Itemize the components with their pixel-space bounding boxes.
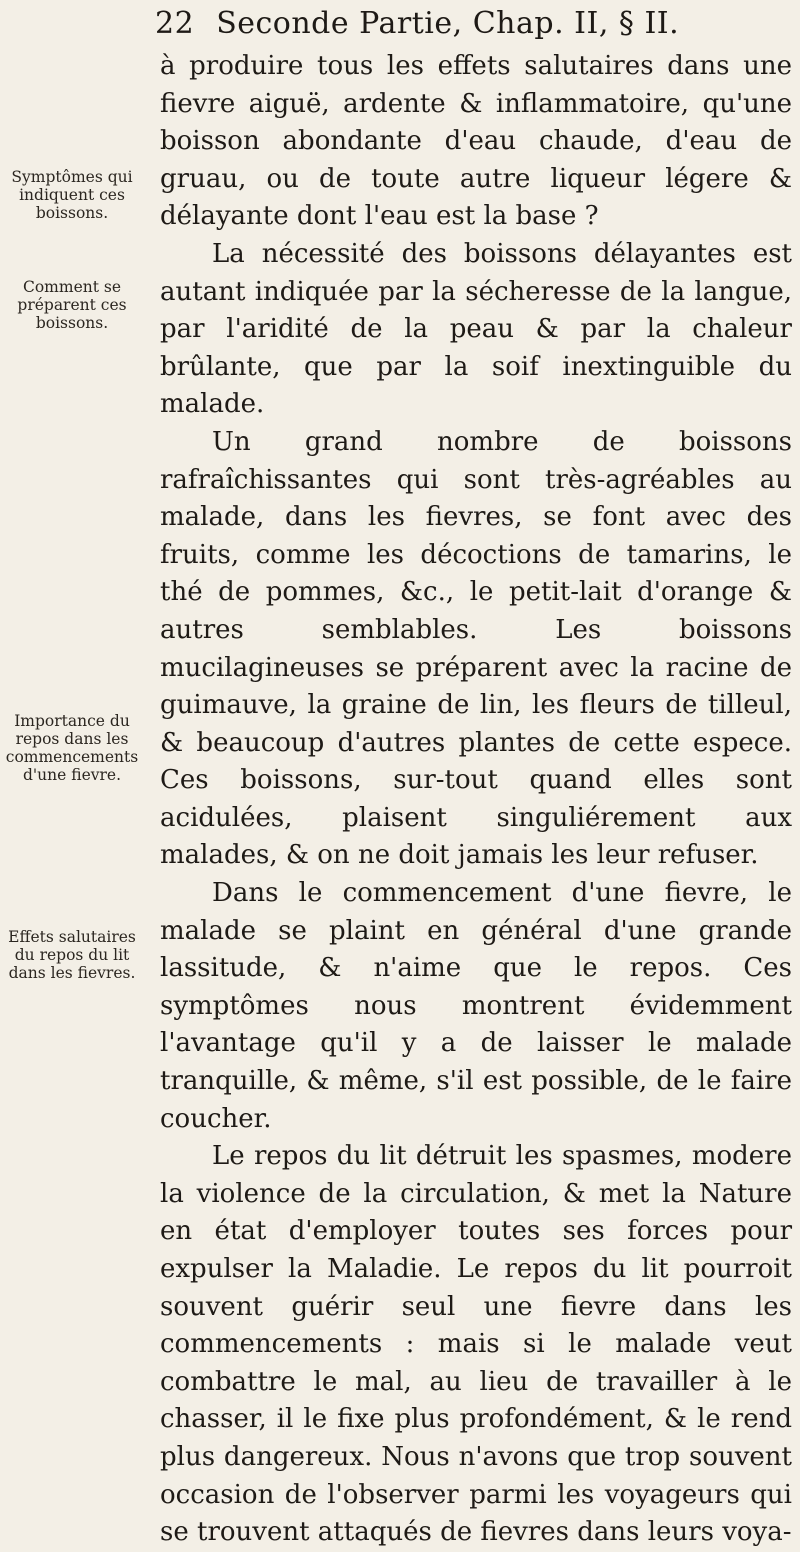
paragraph-4: Dans le commencement d'une fievre, le malade se plaint en général d'une grande lassitude, & n'aime que le repos. Ces symptômes nous montrent évidemment l'avantage qu'il y a de laisser le malade tranquille, & même, s'il est possible, de le faire coucher. <box>160 878 792 1134</box>
margin-note-preparation: Comment se préparent ces boissons. <box>17 278 127 332</box>
margin-note-bed-rest-effects: Effets salutaires du repos du lit dans les fievres. <box>8 928 136 982</box>
running-header <box>155 6 755 41</box>
margin-note-symptoms: Symptômes qui indiquent ces boissons. <box>11 168 133 222</box>
body-text <box>160 48 792 1552</box>
page-number: 22 <box>155 6 195 41</box>
paragraph-5: Le repos du lit détruit les spasmes, modere la violence de la circulation, & met la Nature en état d'employer toutes ses forces pour expulser la Maladie. Le repos du lit pourroit souvent guérir seul une fievre dans les commencements : mais si le malade veut combattre le mal, au lieu de travailler à le chasser, il le fixe plus profondément, & le rend plus dangereux. Nous n'avons que trop souvent occasion de l'observer parmi les voyageurs qui se trouvent attaqués de fievres dans leurs voya- <box>160 1141 792 1548</box>
margin-note-rest-importance: Importance du repos dans les commencements d'une fievre. <box>5 712 139 784</box>
paragraph-1: à produire tous les effets salutaires dans une fievre aiguë, ardente & inflammatoire, qu'une boisson abondante d'eau chaude, d'eau de gruau, ou de toute autre liqueur légere & délayante dont l'eau est la base ? <box>160 51 792 232</box>
paragraph-3: Un grand nombre de boissons rafraîchissantes qui sont très-agréables au malade, dans les fievres, se font avec des fruits, comme les décoctions de tamarins, le thé de pommes, &c., le petit-lait d'orange & autres semblables. Les boissons mucilagineuses se préparent avec la racine de guimauve, la graine de lin, les fleurs de tilleul, & beaucoup d'autres plantes de cette espece. Ces boissons, sur-tout quand elles sont acidulées, plaisent singuliérement aux malades, & on ne doit jamais les leur refuser. <box>160 426 792 871</box>
paragraph-2: La nécessité des boissons délayantes est autant indiquée par la sécheresse de la langue, par l'aridité de la peau & par la chaleur brûlante, que par la soif inextinguible du malade. <box>160 238 792 420</box>
running-title: Seconde Partie, Chap. II, § II. <box>216 6 680 41</box>
